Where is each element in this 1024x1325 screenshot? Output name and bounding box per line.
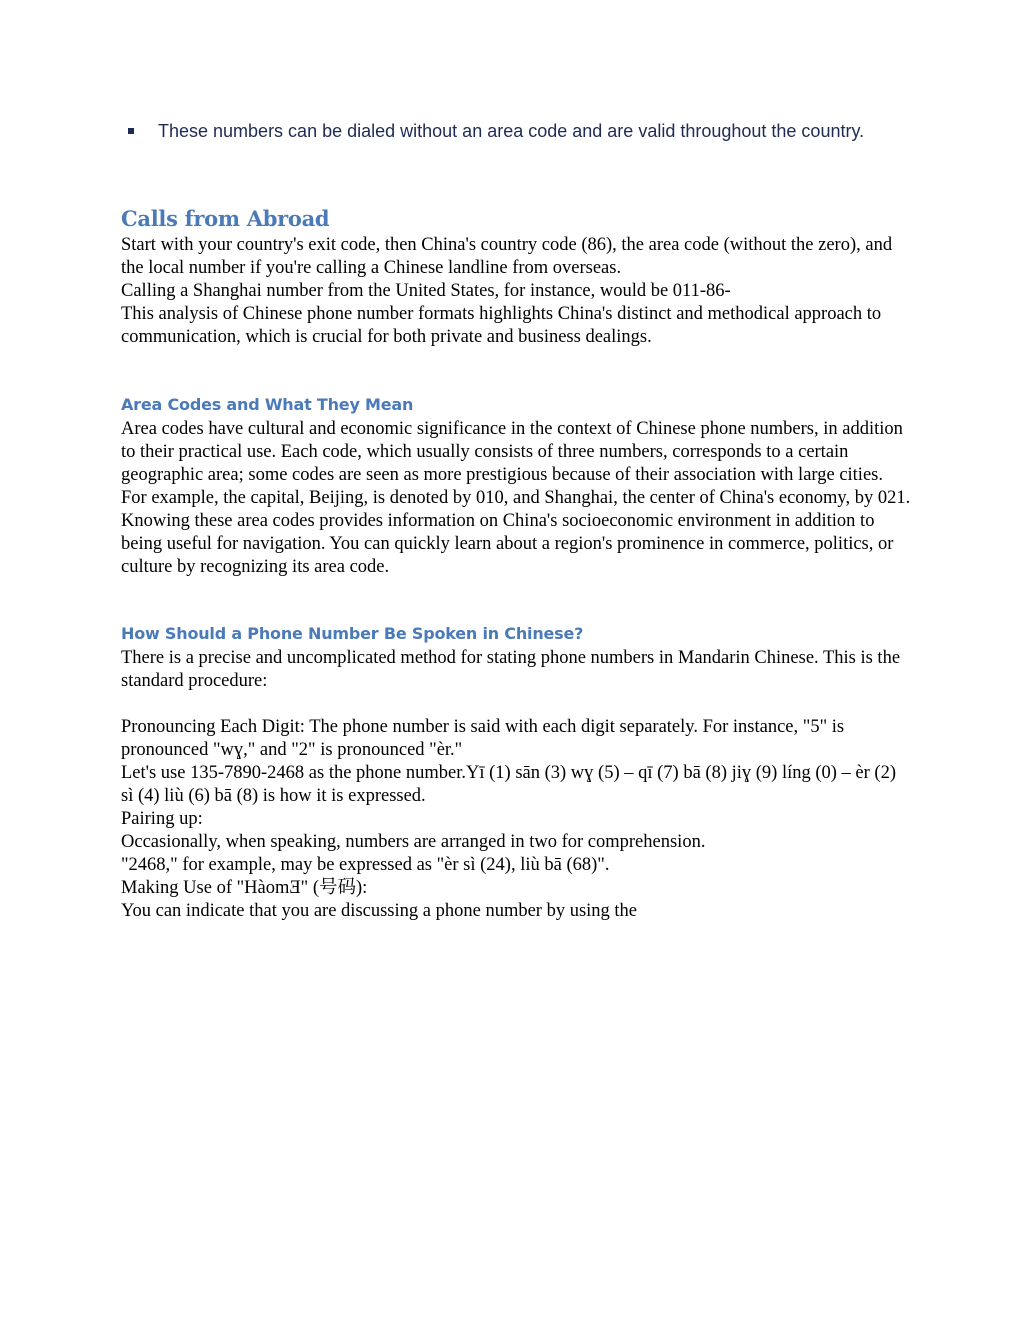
spoken-paragraph-7: Making Use of "HàomƎ" (号码): xyxy=(121,878,368,898)
spoken-section xyxy=(121,624,911,923)
calls-from-abroad-paragraph-1: Start with your country's exit code, then China's country code (86), the area code (without the zero), and the local number if you're calling a Chinese landline from overseas. xyxy=(121,235,893,278)
spoken-paragraph-5: Occasionally, when speaking, numbers are arranged in two for comprehension. xyxy=(121,832,706,852)
paragraph-gap xyxy=(121,693,911,716)
calls-from-abroad-paragraph-3: This analysis of Chinese phone number formats highlights China's distinct and methodical approach to communication, which is crucial for both private and business dealings. xyxy=(121,304,882,347)
square-bullet-icon xyxy=(128,128,134,134)
bullet-text: These numbers can be dialed without an area code and are valid throughout the country. xyxy=(158,121,865,141)
spoken-paragraph-1: There is a precise and uncomplicated method for stating phone numbers in Mandarin Chinese. This is the standard procedure: xyxy=(121,648,901,691)
bullet-item xyxy=(128,120,888,143)
spoken-heading: How Should a Phone Number Be Spoken in Chinese? xyxy=(121,624,584,643)
spoken-paragraph-6: "2468," for example, may be expressed as "èr sì (24), liù bā (68)". xyxy=(121,855,610,875)
calls-from-abroad-section xyxy=(121,206,911,349)
spoken-paragraph-3: Let's use 135-7890-2468 as the phone number.Yī (1) sān (3) wɣ (5) – qī (7) bā (8) jiɣ (9) líng (0) – èr (2) sì (4) liù (6) bā (8) is how it is expressed. xyxy=(121,763,897,806)
area-codes-paragraph: Area codes have cultural and economic significance in the context of Chinese phone numbers, in addition to their practical use. Each code, which usually consists of three numbers, corresponds to a certain geographic area; some codes are seen as more prestigious because of their association with large cities. For example, the capital, Beijing, is denoted by 010, and Shanghai, the center of China's economy, by 021. Knowing these area codes provides information on China's socioeconomic environment in addition to being useful for navigation. You can quickly learn about a region's prominence in commerce, politics, or culture by recognizing its area code. xyxy=(121,419,911,577)
area-codes-section xyxy=(121,395,911,579)
area-codes-heading: Area Codes and What They Mean xyxy=(121,395,414,414)
spoken-paragraph-4: Pairing up: xyxy=(121,809,203,829)
calls-from-abroad-paragraph-2: Calling a Shanghai number from the United States, for instance, would be 011-86- xyxy=(121,281,731,301)
spoken-paragraph-8: You can indicate that you are discussing a phone number by using the xyxy=(121,901,638,921)
calls-from-abroad-heading: Calls from Abroad xyxy=(121,206,330,231)
spoken-paragraph-2: Pronouncing Each Digit: The phone number is said with each digit separately. For instance, "5" is pronounced "wɣ," and "2" is pronounced "èr." xyxy=(121,717,845,760)
